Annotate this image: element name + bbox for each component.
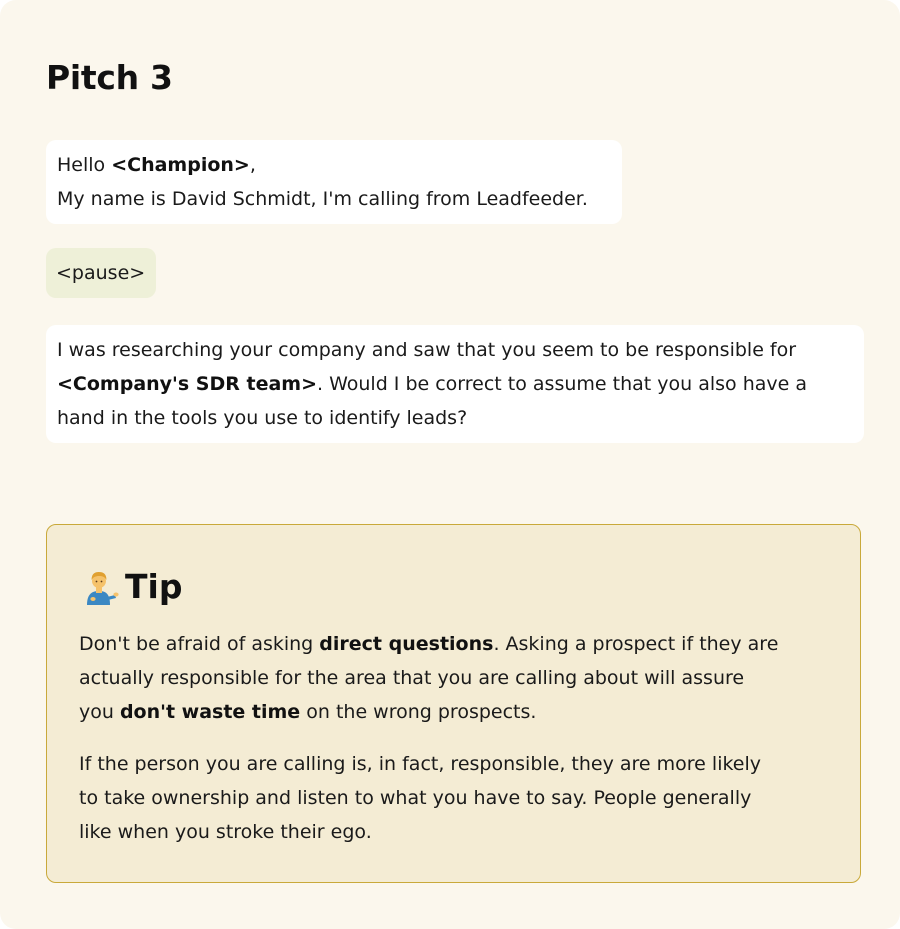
research-line-2 <box>57 367 853 401</box>
research-line-1: I was researching your company and saw that you seem to be responsible for <box>57 339 797 361</box>
intro-line: My name is David Schmidt, I'm calling from Leadfeeder. <box>57 188 588 210</box>
tip-p2-line-2: to take ownership and listen to what you have to say. People generally <box>79 787 752 809</box>
tip-p1-line-3 <box>79 695 828 729</box>
research-line-3: hand in the tools you use to identify leads? <box>57 407 468 429</box>
greeting-line <box>57 148 611 182</box>
tip-p1-text-4: on the wrong prospects. <box>300 701 537 723</box>
greeting-message <box>46 140 622 224</box>
tip-p1-text-1: Don't be afraid of asking <box>79 633 320 655</box>
tip-p2-line-3: like when you stroke their ego. <box>79 821 372 843</box>
tip-title: Tip <box>125 567 183 606</box>
tip-p1-line-1 <box>79 627 828 661</box>
greeting-suffix: , <box>249 154 256 176</box>
tip-paragraph-2 <box>79 747 828 849</box>
person-tipping-hand-icon <box>79 567 119 607</box>
tip-p1-bold-1: direct questions <box>319 633 494 655</box>
tip-header <box>79 565 828 609</box>
tip-p1-text-2: . Asking a prospect if they are <box>493 633 779 655</box>
tip-p2-line-1: If the person you are calling is, in fact, responsible, they are more likely <box>79 753 762 775</box>
research-line-2-rest: . Would I be correct to assume that you also have a <box>317 373 807 395</box>
research-message <box>46 325 864 443</box>
tip-p1-text-3: you <box>79 701 120 723</box>
page-title: Pitch 3 <box>46 58 173 97</box>
company-placeholder: <Company's SDR team> <box>57 373 317 395</box>
tip-p1-bold-2: don't waste time <box>119 701 301 723</box>
champion-placeholder: <Champion> <box>111 154 250 176</box>
tip-p1-line-2: actually responsible for the area that you are calling about will assure <box>79 667 745 689</box>
pause-marker: <pause> <box>46 248 156 298</box>
tip-callout <box>46 524 861 883</box>
greeting-prefix: Hello <box>57 154 112 176</box>
tip-paragraph-1 <box>79 627 828 729</box>
